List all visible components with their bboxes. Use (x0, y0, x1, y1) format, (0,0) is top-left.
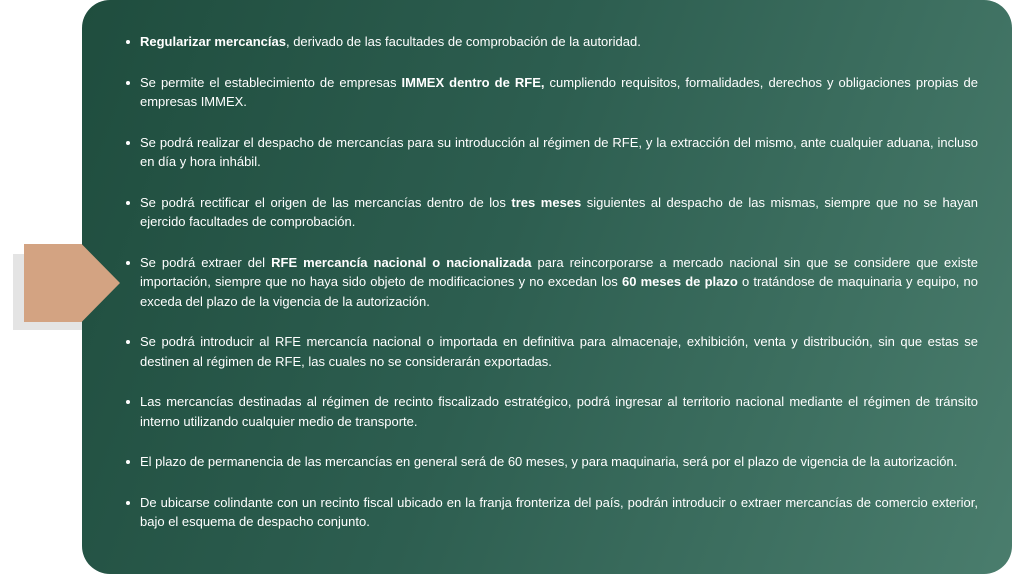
body-text: , derivado de las facultades de comprobación de la autoridad. (285, 34, 641, 49)
body-text: o tratándose de maquinaria y equipo, no exceda del plazo de la vigencia de la autorización. (140, 274, 978, 309)
list-item (120, 193, 978, 232)
bullet-list (120, 32, 978, 553)
bold-text: IMMEX dentro de RFE, (401, 74, 545, 90)
bold-text: RFE mercancía nacional o nacionalizada (271, 254, 532, 270)
list-item (120, 133, 978, 172)
body-text: para reincorporarse a mercado nacional sin que se considere que existe importación, siempre que no haya sido objeto de modificaciones y no excedan los (140, 254, 979, 289)
body-text: Se podrá realizar el despacho de mercancías para su introducción al régimen de RFE, y la extracción del mismo, ante cualquier aduana, incluso en día y hora inhábil. (140, 134, 978, 169)
body-text: siguientes al despacho de las mismas, siempre que no se hayan ejercido facultades de comprobación. (140, 194, 978, 229)
list-item (120, 493, 978, 532)
body-text: Se podrá introducir al RFE mercancía nacional o importada en definitiva para almacenaje, exhibición, venta y distribución, sin que estas se destinen al régimen de RFE, las cuales no se considerarán exportadas. (140, 334, 978, 369)
body-text: Las mercancías destinadas al régimen de recinto fiscalizado estratégico, podrá ingresar al territorio nacional mediante el régimen de tránsito interno utilizando cualquier medio de transporte. (140, 394, 978, 429)
body-text: cumpliendo requisitos, formalidades, derechos y obligaciones propias de empresas IMMEX. (140, 74, 978, 109)
list-item (120, 452, 978, 472)
list-item (120, 392, 978, 431)
list-item (120, 332, 978, 371)
body-text: Se permite el establecimiento de empresas (140, 74, 402, 90)
list-item (120, 253, 978, 312)
body-text: El plazo de permanencia de las mercancías en general será de 60 meses, y para maquinaria, será por el plazo de vigencia de la autorización. (140, 454, 958, 469)
list-item (120, 73, 978, 112)
bold-text: Regularizar mercancías (140, 34, 286, 49)
body-text: Se podrá rectificar el origen de las mercancías dentro de los (140, 194, 512, 210)
bold-text: 60 meses de plazo (621, 274, 738, 289)
bold-text: tres meses (511, 194, 582, 210)
body-text: Se podrá extraer del (140, 254, 272, 270)
list-item (120, 32, 978, 52)
body-text: De ubicarse colindante con un recinto fiscal ubicado en la franja fronteriza del país, podrán introducir o extraer mercancías de comercio exterior, bajo el esquema de despacho conjunto. (140, 494, 978, 529)
